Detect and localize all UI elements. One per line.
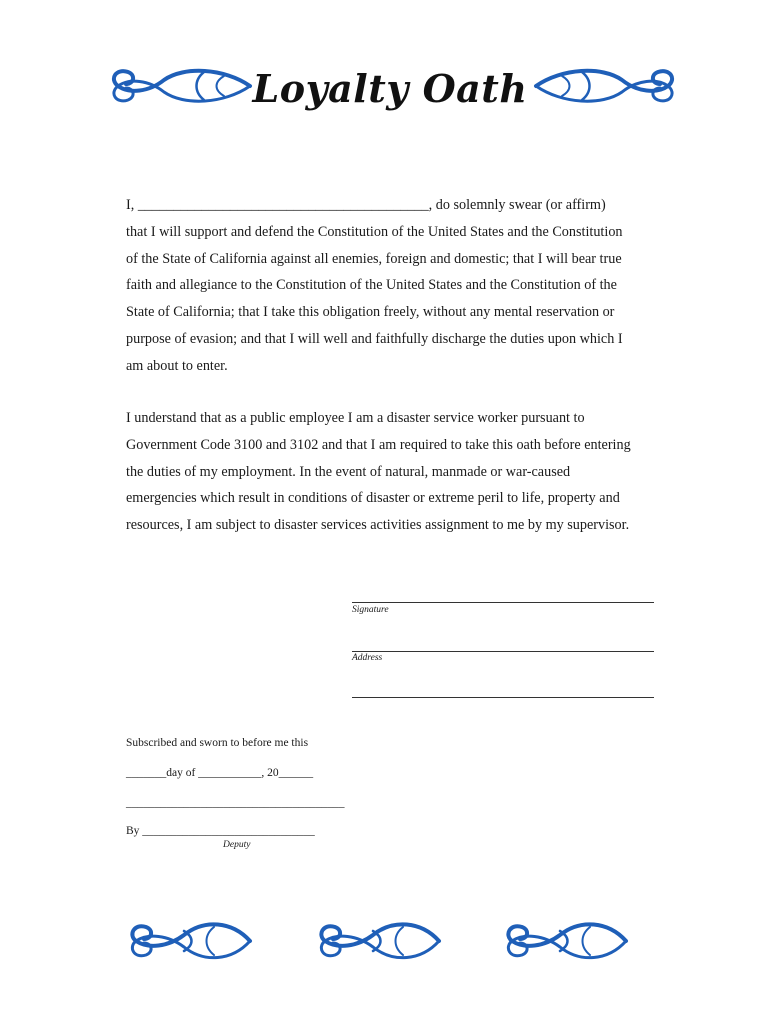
- address-line-2[interactable]: [352, 697, 654, 698]
- signature-line[interactable]: [352, 602, 654, 603]
- oath-line: I, _________________________________________, do solemnly swear (or affirm): [126, 197, 606, 213]
- signature-label: Signature: [352, 605, 389, 615]
- footer-flourish-right-icon: [500, 915, 630, 967]
- address-label: Address: [352, 653, 383, 663]
- disaster-line: the duties of my employment. In the event of natural, manmade or war-caused: [126, 463, 571, 480]
- oath-line: faith and allegiance to the Constitution of the United States and the Constitution of the: [126, 277, 617, 294]
- flourish-right-icon: [532, 62, 682, 110]
- disaster-line: Government Code 3100 and 3102 and that I am required to take this oath before entering: [126, 436, 631, 453]
- flourish-left-icon: [104, 62, 254, 110]
- page-title: Loyalty Oath: [252, 66, 528, 111]
- subscribed-text: Subscribed and sworn to before me this: [126, 737, 309, 749]
- notary-blank-line[interactable]: ______________________________________: [126, 797, 345, 809]
- oath-line: State of California; that I take this obligation freely, without any mental reservation or: [126, 304, 615, 321]
- disaster-line: emergencies which result in conditions of disaster or extreme peril to life, property and: [126, 490, 620, 507]
- deputy-label: Deputy: [223, 840, 251, 850]
- by-line[interactable]: By ______________________________: [126, 825, 315, 837]
- disaster-paragraph: [126, 405, 666, 539]
- footer-flourish-left-icon: [124, 915, 254, 967]
- disaster-line: resources, I am subject to disaster services activities assignment to me by my supervisor.: [126, 517, 630, 534]
- oath-line: purpose of evasion; and that I will well and faithfully discharge the duties upon which I: [126, 330, 623, 347]
- oath-line: of the State of California against all enemies, foreign and domestic; that I will bear true: [126, 250, 622, 267]
- footer-flourish-center-icon: [313, 915, 443, 967]
- oath-paragraph: [126, 192, 666, 380]
- oath-line: am about to enter.: [126, 357, 228, 374]
- address-line[interactable]: [352, 651, 654, 652]
- disaster-line: I understand that as a public employee I am a disaster service worker pursuant to: [126, 410, 585, 426]
- date-line[interactable]: _______day of ___________, 20______: [126, 767, 314, 779]
- oath-line: that I will support and defend the Constitution of the United States and the Constitution: [126, 223, 623, 240]
